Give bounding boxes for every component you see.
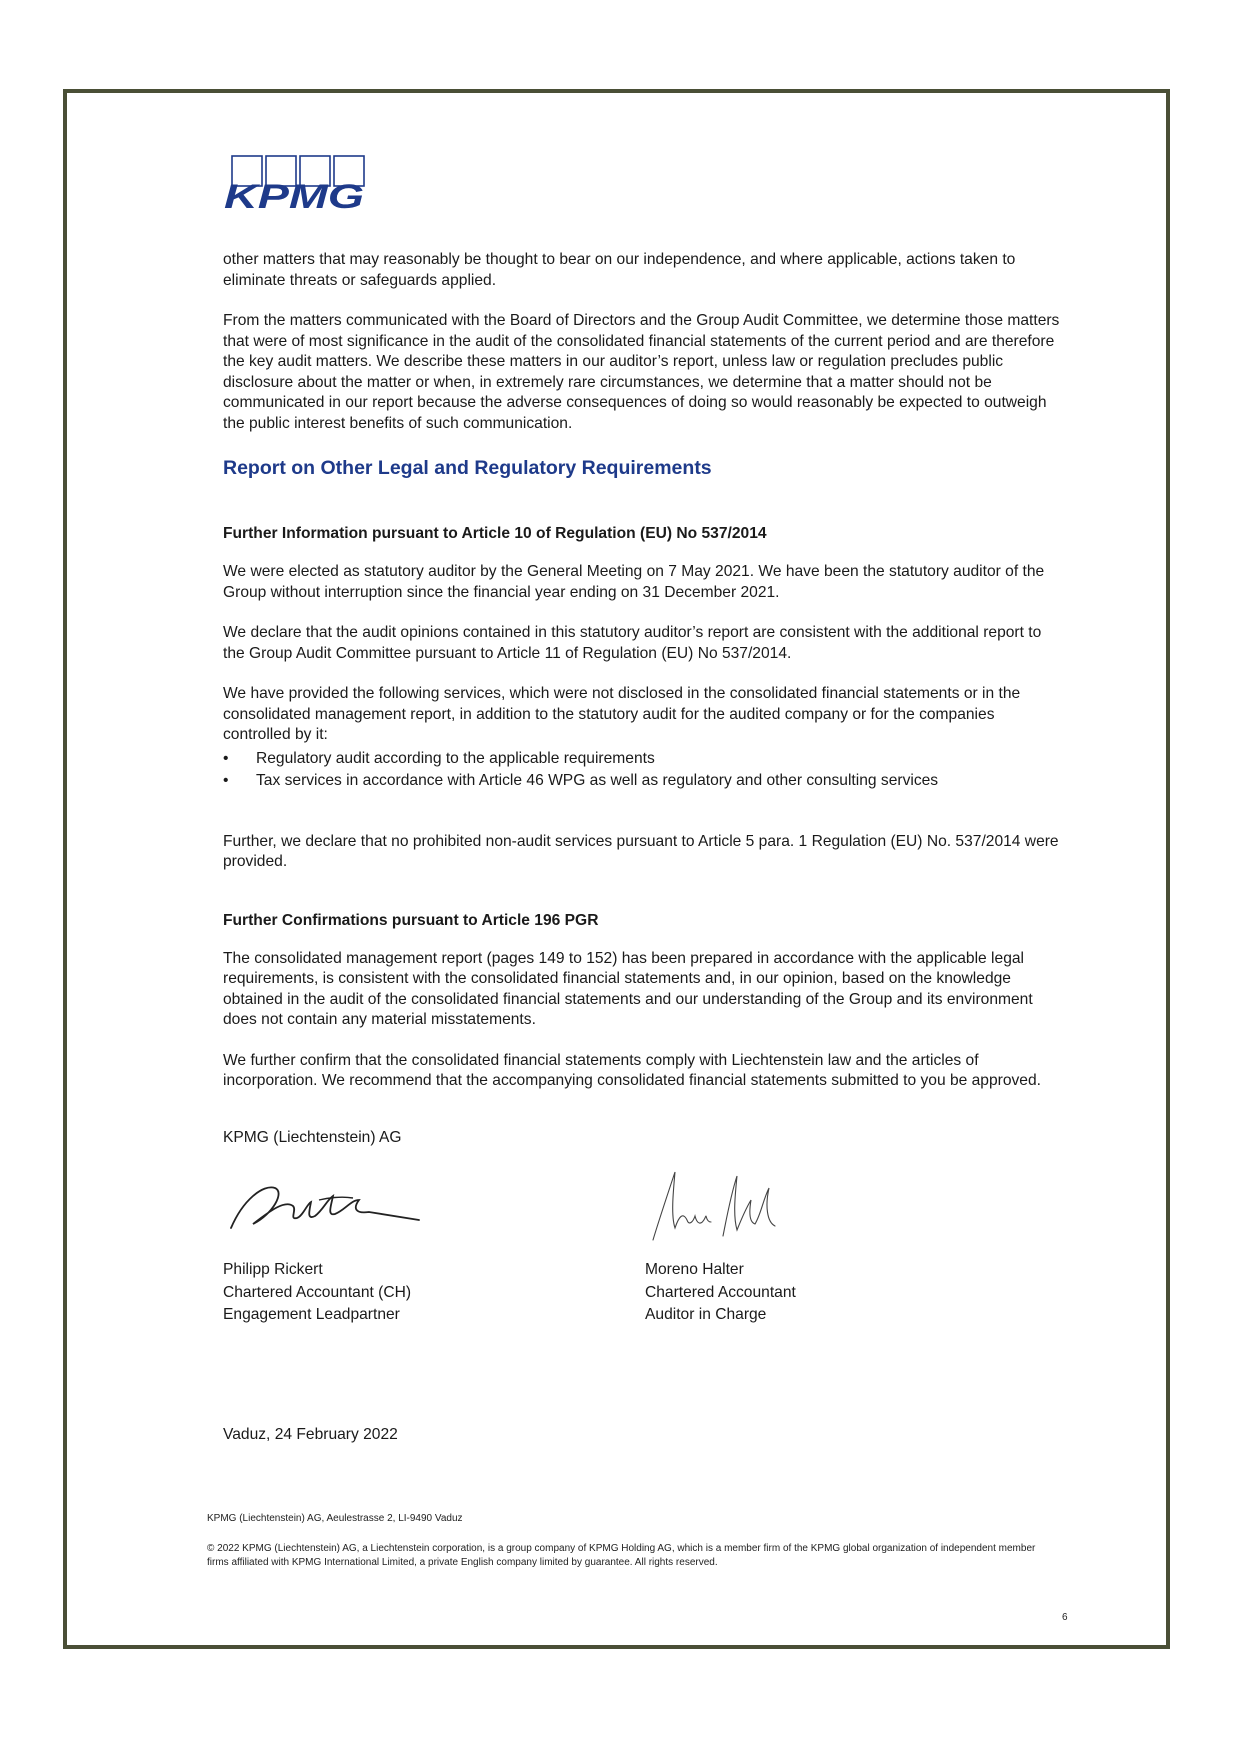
article-10-services-paragraph: We have provided the following services, which were not disclosed in the consolidated financial statements or in the consolidated management report, in addition to the statutory audit for the audited company or for the companies controlled by it: (223, 685, 1021, 743)
independence-paragraph: other matters that may reasonably be thought to bear on our independence, and where applicable, actions taken to eliminate threats or safeguards applied. (223, 251, 1016, 289)
services-list (223, 748, 1063, 792)
list-item: • Regulatory audit according to the applicable requirements (223, 748, 1063, 770)
signer-left-role: Engagement Leadpartner (223, 1306, 400, 1323)
signer-right-title: Chartered Accountant (645, 1283, 796, 1301)
signer-left (223, 1259, 411, 1327)
article-10-election-paragraph: We were elected as statutory auditor by the General Meeting on 7 May 2021. We have been the statutory auditor of the Group without interruption since the financial year ending on 31 December 2021. (223, 563, 1045, 601)
article-196-management-report-paragraph: The consolidated management report (pages 149 to 152) has been prepared in accordance with the applicable legal requirements, is consistent with the consolidated financial statements and, in our opinion, based on the knowledge obtained in the audit of the consolidated financial statements and our understanding of the Group and its environment does not contain any material misstatements. (223, 949, 1033, 1028)
firm-name: KPMG (Liechtenstein) AG (223, 1128, 402, 1146)
article-196-compliance-paragraph: We further confirm that the consolidated financial statements comply with Liechtenstein law and the articles of incorporation. We recommend that the accompanying consolidated financial statements submitted to you be approved. (223, 1051, 1041, 1089)
page-number: 6 (1062, 1612, 1068, 1623)
footer-address: KPMG (Liechtenstein) AG, Aeulestrasse 2, LI-9490 Vaduz (207, 1513, 463, 1524)
key-audit-matters-paragraph: From the matters communicated with the Board of Directors and the Group Audit Committee, we determine those matters that were of most significance in the audit of the consolidated financial statements of the current period and are therefore the key audit matters. We describe these matters in our auditor’s report, unless law or regulation precludes public disclosure about the matter or when, in extremely rare circumstances, we determine that a matter should not be communicated in our report because the adverse consequences of doing so would reasonably be expected to outweigh the public interest benefits of such communication. (223, 312, 1060, 432)
article-196-heading: Further Confirmations pursuant to Article 196 PGR (223, 911, 599, 929)
signature-right (645, 1160, 785, 1252)
kpmg-logo (220, 152, 380, 222)
place-and-date: Vaduz, 24 February 2022 (223, 1426, 398, 1443)
article-10-consistency-paragraph: We declare that the audit opinions contained in this statutory auditor’s report are consistent with the additional report to the Group Audit Committee pursuant to Article 11 of Regulation (EU) No 537/2014. (223, 624, 1042, 662)
signature-block (223, 1156, 1063, 1361)
signature-left (223, 1170, 423, 1242)
signer-left-name: Philipp Rickert (223, 1261, 323, 1278)
signer-right-name: Moreno Halter (645, 1261, 744, 1278)
signer-right (645, 1259, 796, 1327)
signer-left-title: Chartered Accountant (CH) (223, 1283, 412, 1301)
footer-copyright: © 2022 KPMG (Liechtenstein) AG, a Liechtenstein corporation, is a group company of KPMG Holding AG, which is a member firm of the KPMG global organization of independent member firms affiliated with KPMG International Limited, a private English company limited by guarantee. All rights reserved. (207, 1543, 1036, 1568)
section-title: Report on Other Legal and Regulatory Requirements (223, 457, 712, 479)
signer-right-role: Auditor in Charge (645, 1306, 767, 1323)
article-10-heading: Further Information pursuant to Article 10 of Regulation (EU) No 537/2014 (223, 525, 767, 542)
svg-text:KPMG: KPMG (224, 178, 364, 216)
article-10-non-audit-paragraph: Further, we declare that no prohibited non-audit services pursuant to Article 5 para. 1 Regulation (EU) No. 537/2014 were provided. (223, 832, 1059, 870)
report-body (223, 250, 1063, 1446)
list-item: • Tax services in accordance with Article 46 WPG as well as regulatory and other consulting services (223, 770, 1063, 792)
